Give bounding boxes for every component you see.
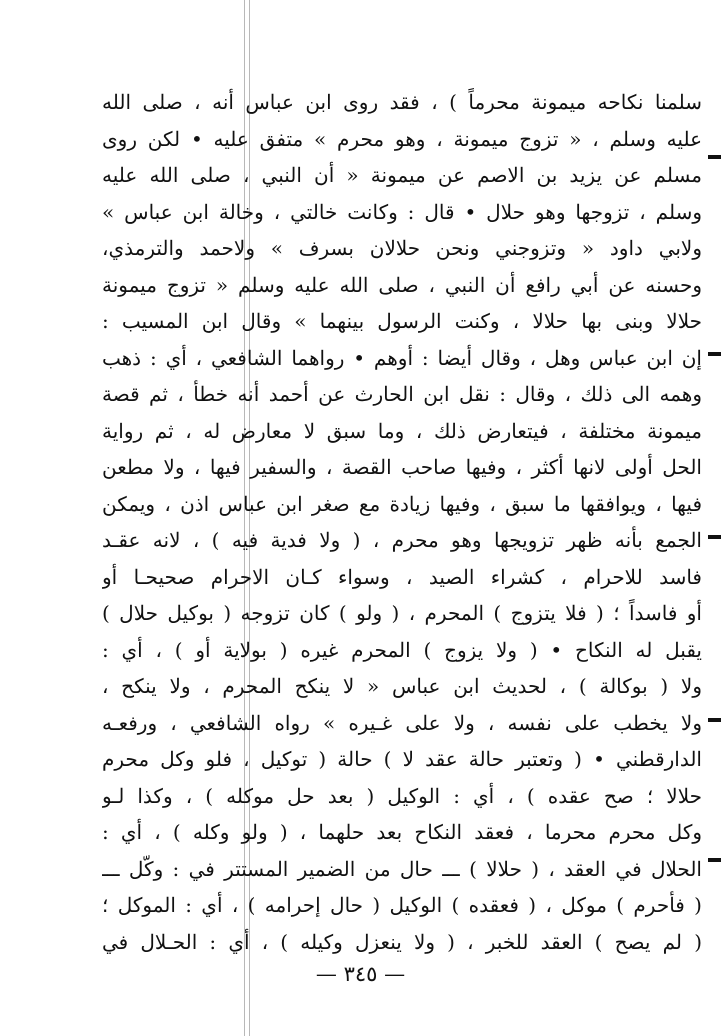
text-line: الحل أولى لانها أكثر ، وفيها صاحب القصة ، والسفير فيها ، ولا مطعن [102,455,702,479]
text-line: إن ابن عباس وهل ، وقال أيضا : أوهم • رواهما الشافعي ، أي : ذهب [102,345,702,370]
text-line: سلمنا نكاحه ميمونة محرماً ) ، فقد روى ابن عباس أنه ، صلى الله [102,90,702,114]
text-line: ولا ( بوكالة ) ، لحديث ابن عباس « لا ينكح المحرم ، ولا ينكح ، [102,674,702,698]
margin-mark [708,858,721,862]
text-line: ميمونة مختلفة ، فيتعارض ذلك ، وما سبق لا معارض له ، ثم رواية [102,418,702,443]
text-line: ولا يخطب على نفسه ، ولا على غـيره » رواه الشافعي ، ورفعـه [102,710,702,735]
text-line: ( فأحرم ) موكل ، ( فعقده ) الوكيل ( حال إحرامه ) ، أي : الموكل ؛ [102,893,702,917]
text-line: فاسد للاحرام ، كشراء الصيد ، وسواء كـان الاحرام صحيحـا أو [102,564,702,589]
text-line: عليه وسلم ، « تزوج ميمونة ، وهو محرم » متفق عليه • لكن روى [102,126,702,151]
text-line: وسلم ، تزوجها وهو حلال • قال : وكانت خالتي ، وخالة ابن عباس » [102,199,702,224]
text-line: وهمه الى ذلك ، وقال : نقل ابن الحارث عن أحمد أنه خطأ ، ثم قصة [102,382,702,406]
margin-mark [708,352,721,356]
margin-mark [708,718,721,722]
text-line: ( لم يصح ) العقد للخبر ، ( ولا ينعزل وكيله ) ، أي : الحـلال في [102,929,702,954]
text-line: الجمع بأنه ظهر تزويجها وهو محرم ، ( ولا فدية فيه ) ، لانه عقـد [102,528,702,552]
text-line: الدارقطني • ( وتعتبر حالة عقد لا ) حالة ( توكيل ، فلو وكل محرم [102,747,702,771]
text-line: ولابي داود « وتزوجني ونحن حلالان بسرف » ولاحمد والترمذي، [102,236,702,260]
text-line: فيها ، ويوافقها ما سبق ، وفيها زيادة مع صغر ابن عباس اذن ، ويمكن [102,491,702,516]
text-line: حلالا ؛ صح عقده ) ، أي : الوكيل ( بعد حل موكله ) ، وكذا لـو [102,783,702,808]
margin-mark [708,535,721,539]
text-line: يقبل له النكاح • ( ولا يزوج ) المحرم غيره ( بولاية أو ) ، أي : [102,637,702,662]
body-text [102,84,702,960]
text-line: وحسنه عن أبي رافع أن النبي ، صلى الله عليه وسلم « تزوج ميمونة [102,272,702,297]
text-line: حلالا وبنى بها حلالا ، وكنت الرسول بينهما » وقال ابن المسيب : [102,309,702,333]
text-line: وكل محرم محرما ، فعقد النكاح بعد حلهما ، ( ولو وكله ) ، أي : [102,820,702,844]
text-line: أو فاسداً ؛ ( فلا يتزوج ) المحرم ، ( ولو ) كان تزوجه ( بوكيل حلال ) [102,601,702,625]
text-line: مسلم عن يزيد بن الاصم عن ميمونة « أن النبي ، صلى الله عليه [102,163,702,187]
margin-mark [708,155,721,159]
text-line: الحلال في العقد ، ( حلالا ) ـــ حال من الضمير المستتر في : وكّل ـــ [102,856,702,881]
page-number: — ٣٤٥ — [315,962,406,986]
